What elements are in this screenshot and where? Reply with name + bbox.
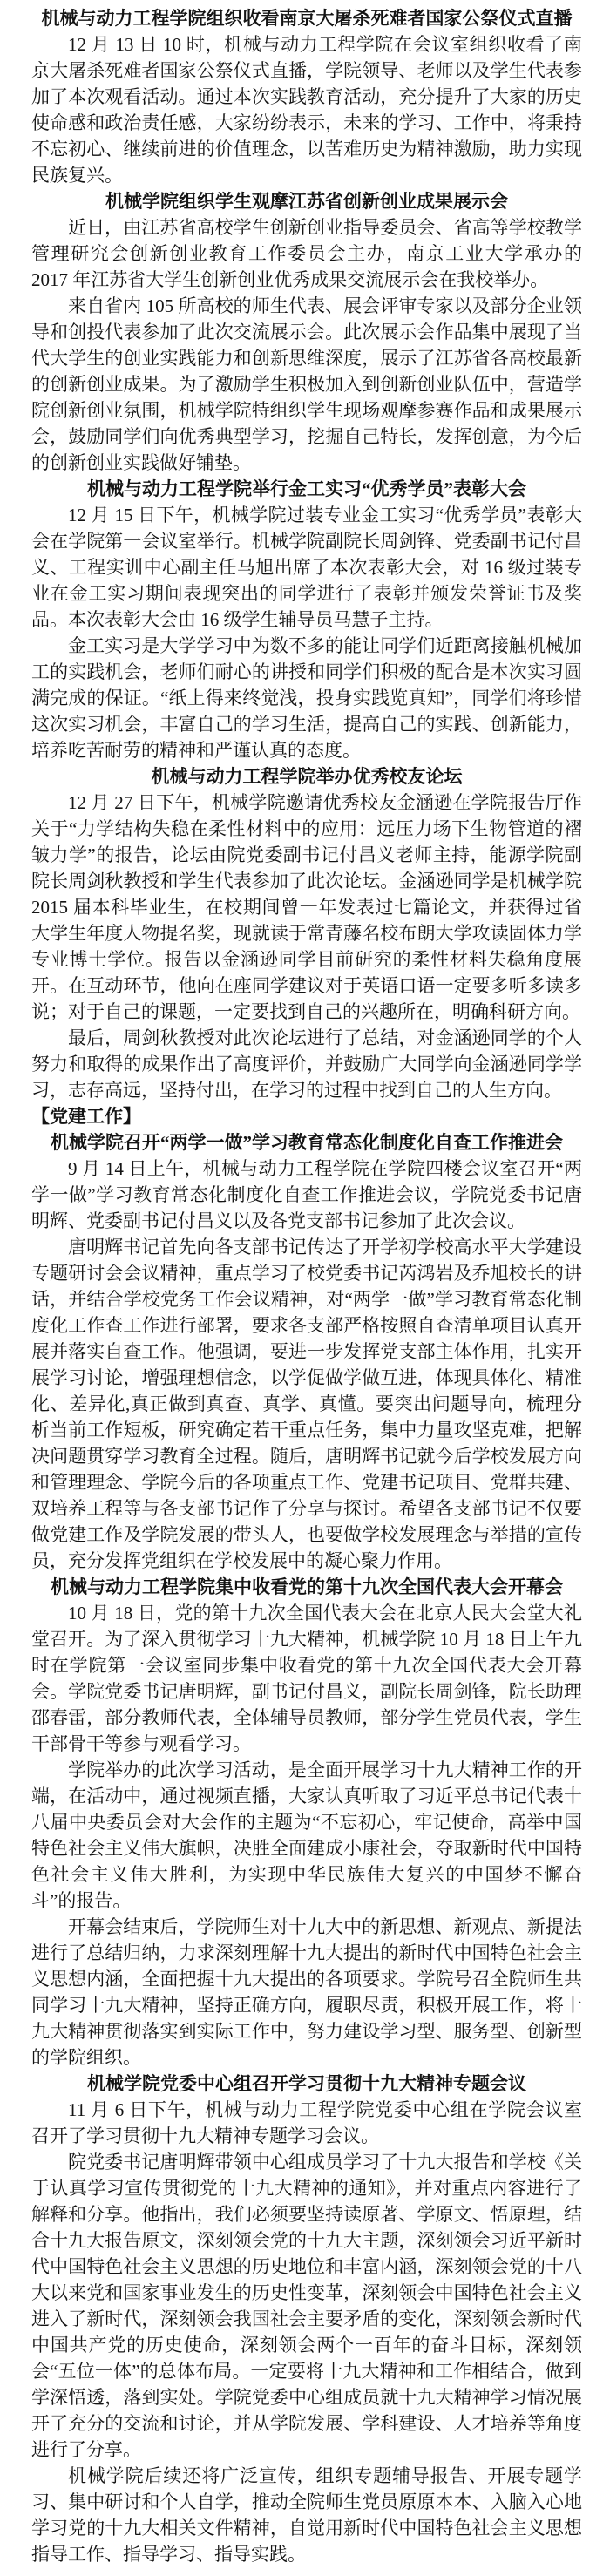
paragraph: 12 月 15 日下午，机械学院过装专业金工实习“优秀学员”表彰大会在学院第一会议室举行。机械学院副院长周剑锋、党委副书记付昌义、工程实训中心副主任马旭出席了本次表彰大会，对 16 级过装专业在金工实习期间表现突出的同学进行了表彰并颁发荣誉证书及奖品。本次表彰大会由 16 级学生辅导员马慧子主持。 — [31, 505, 582, 630]
paragraph: 来自省内 105 所高校的师生代表、展会评审专家以及部分企业领导和创投代表参加了此次交流展示会。此次展示会作品集中展现了当代大学生的创业实践能力和创新思维深度，展示了江苏省各高校最新的创新创业成果。为了激励学生积极加入到创新创业队伍中，营造学院创新创业氛围，机械学院特组织学生现场观摩参赛作品和成果展示会，鼓励同学们向优秀典型学习，挖掘自己特长，发挥创意，为今后的创新创业实践做好铺垫。 — [31, 295, 582, 473]
paragraph: 学院举办的此次学习活动，是全面开展学习十九大精神工作的开端，在活动中，通过视频直播，大家认真听取了习近平总书记代表十八届中央委员会对大会作的主题为“不忘初心，牢记使命，高举中国特色社会主义伟大旗帜，决胜全面建成小康社会，夺取新时代中国特色社会主义伟大胜利，为实现中华民族伟大复兴的中国梦不懈奋斗”的报告。 — [31, 1759, 582, 1911]
paragraph: 12 月 13 日 10 时，机械与动力工程学院在会议室组织收看了南京大屠杀死难者国家公祭仪式直播，学院领导、老师以及学生代表参加了本次观看活动。通过本次实践教育活动，充分提升了大家的历史使命感和政治责任感，大家纷纷表示，未来的学习、工作中，将秉持不忘初心、继续前进的价值理念，以苦难历史为精神激励，助力实现民族复兴。 — [31, 34, 582, 186]
paragraph: 12 月 27 日下午，机械学院邀请优秀校友金涵逊在学院报告厅作关于“力学结构失稳在柔性材料中的应用：远压力场下生物管道的褶皱力学”的报告，论坛由院党委副书记付昌义老师主持，能源学院副院长周剑秋教授和学生代表参加了此次论坛。金涵逊同学是机械学院 2015 届本科毕业生，在校期间曾一年发表过七篇论文，并获得过省大学生年度人物提名奖，现就读于常青藤名校布朗大学攻读固体力学专业博士学位。报告以金涵逊同学目前研究的柔性材料失稳角度展开。在互动环节，他向在座同学建议对于英语口语一定要多听多读多说；对于自己的课题，一定要找到自己的兴趣所在，明确科研方向。 — [31, 792, 582, 1022]
paragraph: 唐明辉书记首先向各支部书记传达了开学初学校高水平大学建设专题研讨会会议精神，重点学习了校党委书记芮鸿岩及乔旭校长的讲话，并结合学校党务工作会议精神，对“两学一做”学习教育常态化制度化工作查工作进行部署，要求各支部严格按照自查清单项目认真开展并落实自查工作。他强调，要进一步发挥党支部主体作用，扎实开展学习讨论，增强理想信念，以学促做学做互进，体现具体化、精准化、差异化,真正做到真查、真学、真懂。要突出问题导向，梳理分析当前工作短板，研究确定若干重点任务，集中力量攻坚克难，把解决问题贯穿学习教育全过程。随后，唐明辉书记就今后学校发展方向和管理理念、学院今后的各项重点工作、党建书记项目、党群共建、双培养工程等与各支部书记作了分享与探讨。希望各支部书记不仅要做党建工作及学院发展的带头人，也要做学校发展理念与举措的宣传员，充分发挥党组织在学校发展中的凝心聚力作用。 — [31, 1237, 582, 1571]
section-heading: 机械与动力工程学院组织收看南京大屠杀死难者国家公祭仪式直播 — [41, 8, 573, 29]
section-heading: 机械学院党委中心组召开学习贯彻十九大精神专题会议 — [87, 2073, 526, 2094]
paragraph: 9 月 14 日上午，机械与动力工程学院在学院四楼会议室召开“两学一做”学习教育常态化制度化自查工作推进会议，学院党委书记唐明辉、党委副书记付昌义以及各党支部书记参加了此次会议。 — [31, 1158, 582, 1231]
paragraph: 院党委书记唐明辉带领中心组成员学习了十九大报告和学校《关于认真学习宣传贯彻党的十九大精神的通知》，并对重点内容进行了解释和分享。他指出，我们必须要坚持读原著、学原文、悟原理，结合十九大报告原文，深刻领会党的十九大主题，深刻领会习近平新时代中国特色社会主义思想的历史地位和丰富内涵，深刻领会党的十八大以来党和国家事业发生的历史性变革，深刻领会中国特色社会主义进入了新时代，深刻领会我国社会主要矛盾的变化，深刻领会新时代中国共产党的历史使命，深刻领会两个一百年的奋斗目标，深刻领会“五位一体”的总体布局。一定要将十九大精神和工作相结合，做到学深悟透，落到实处。学院党委中心组成员就十九大精神学习情况展开了充分的交流和讨论，并从学院发展、学科建设、人才培养等角度进行了分享。 — [31, 2152, 582, 2460]
section-heading: 机械与动力工程学院集中收看党的第十九次全国代表大会开幕会 — [51, 1576, 563, 1597]
paragraph: 11 月 6 日下午，机械与动力工程学院党委中心组在学院会议室召开了学习贯彻十九大精神专题学习会议。 — [31, 2099, 582, 2146]
paragraph: 最后，周剑秋教授对此次论坛进行了总结，对金涵逊同学的个人努力和取得的成果作出了高度评价，并鼓励广大同学向金涵逊同学学习，志存高远，坚持付出，在学习的过程中找到自己的人生方向。 — [31, 1027, 582, 1101]
paragraph: 机械学院后续还将广泛宣传，组织专题辅导报告、开展专题学习、集中研讨和个人自学，推动全院师生党员原原本本、入脑入心地学习党的十九大相关文件精神，自觉用新时代中国特色社会主义思想指导工作、指导学习、指导实践。 — [31, 2465, 582, 2565]
section-heading: 机械与动力工程学院举办优秀校友论坛 — [151, 766, 463, 787]
section-label-party-building: 【党建工作】 — [31, 1106, 141, 1127]
section-heading: 机械学院组织学生观摩江苏省创新创业成果展示会 — [105, 191, 508, 212]
paragraph: 金工实习是大学学习中为数不多的能让同学们近距离接触机械加工的实践机会，老师们耐心的讲授和同学们积极的配合是本次实习圆满完成的保证。“纸上得来终觉浅，投身实践览真知”，同学们将珍惜这次实习机会，丰富自己的学习生活，提高自己的实践、创新能力，培养吃苦耐劳的精神和严谨认真的态度。 — [31, 635, 582, 761]
section-heading: 机械与动力工程学院举行金工实习“优秀学员”表彰大会 — [87, 478, 526, 499]
paragraph: 10 月 18 日，党的第十九次全国代表大会在北京人民大会堂大礼堂召开。为了深入贯彻学习十九大精神，机械学院 10 月 18 日上午九时在学院第一会议室同步集中收看党的第十九次全国代表大会开幕会。学院党委书记唐明辉，副书记付昌义，副院长周剑锋，院长助理邵春雷，部分教师代表，全体辅导员教师，部分学生党员代表，学生干部骨干等参与观看学习。 — [31, 1603, 582, 1754]
section-heading: 机械学院召开“两学一做”学习教育常态化制度化自查工作推进会 — [51, 1132, 563, 1153]
paragraph: 开幕会结束后，学院师生对十九大中的新思想、新观点、新提法进行了总结归纳，力求深刻理解十九大提出的新时代中国特色社会主义思想内涵，全面把握十九大提出的各项要求。学院号召全院师生共同学习十九大精神，坚持正确方向，履职尽责，积极开展工作，将十九大精神贯彻落实到实际工作中，努力建设学习型、服务型、创新型的学院组织。 — [31, 1916, 582, 2068]
paragraph: 近日，由江苏省高校学生创新创业指导委员会、省高等学校教学管理研究会创新创业教育工作委员会主办，南京工业大学承办的 2017 年江苏省大学生创新创业优秀成果交流展示会在我校举办。 — [31, 217, 582, 290]
